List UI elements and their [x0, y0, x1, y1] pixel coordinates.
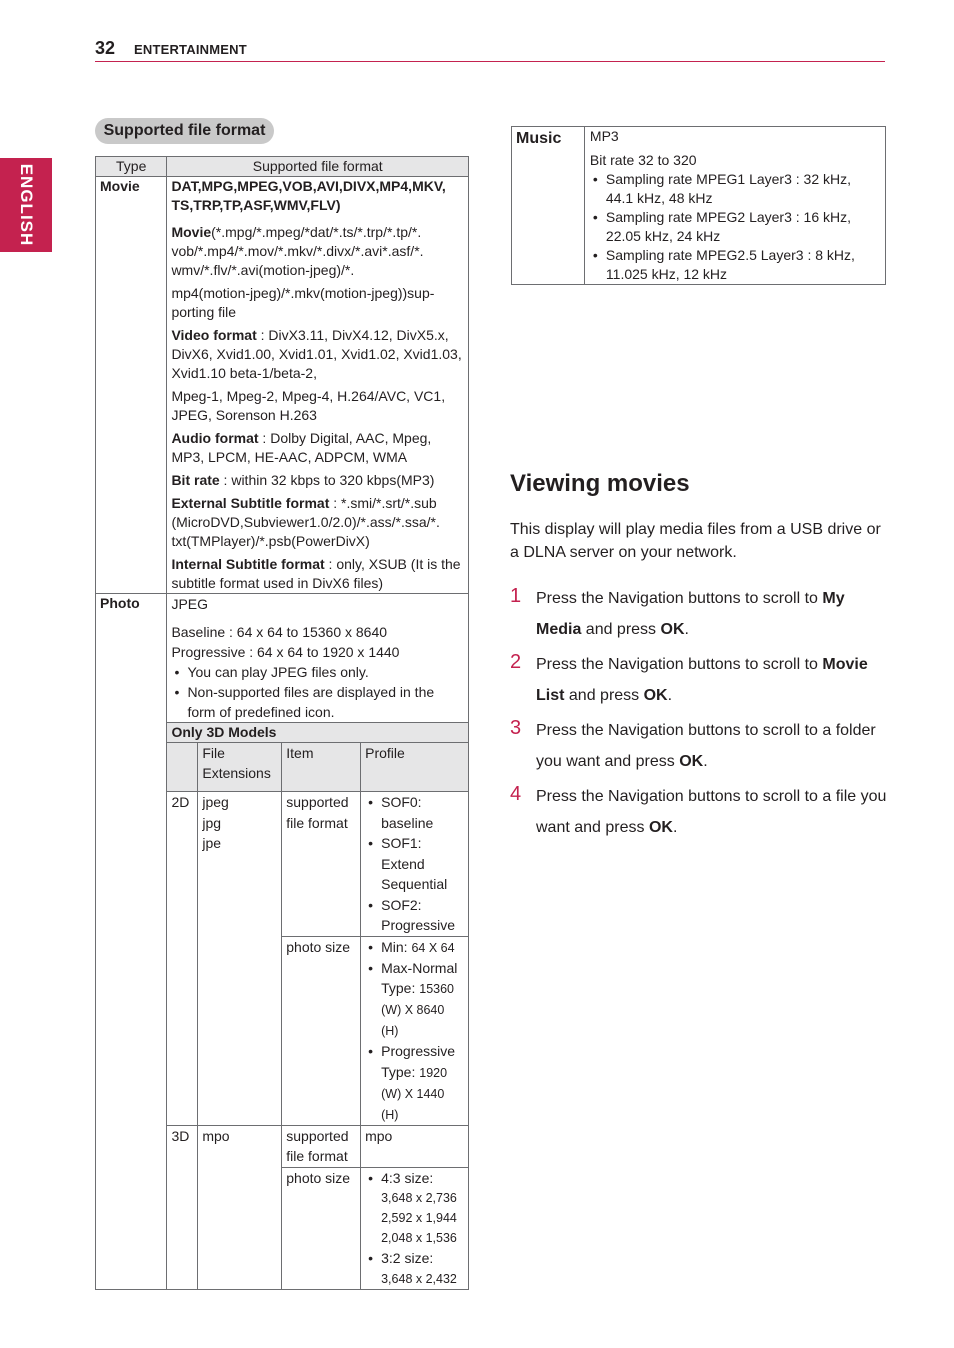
- col-file-extensions: File Extensions: [198, 743, 282, 792]
- col-type-header: Type: [96, 157, 167, 177]
- only-3d-models: Only 3D Models: [167, 723, 469, 743]
- label-2d: 2D: [167, 792, 198, 1126]
- profile-2d-size: [361, 936, 469, 1125]
- music-format: MP3: [589, 128, 619, 144]
- music-bitrate: Bit rate 32 to 320: [589, 152, 697, 168]
- list-item: • Non-supported files are displayed in the form of predefined icon.: [171, 682, 464, 722]
- audio-format: Audio format : Dolby Digital, AAC, Mpeg, MP3, LPCM, HE-AAC, ADPCM, WMA: [171, 430, 432, 465]
- photo-cell: [167, 594, 469, 723]
- step-1: [510, 583, 888, 645]
- page-heading: Viewing movies: [510, 470, 690, 497]
- step-number: 1: [510, 585, 522, 607]
- photo-progressive: Progressive : 64 x 64 to 1920 x 1440: [171, 644, 400, 660]
- movie-containers: DAT,MPG,MPEG,VOB,AVI,DIVX,MP4,MKV, TS,TRP,TP,ASF,WMV,FLV): [171, 178, 446, 213]
- step-4: [510, 781, 888, 843]
- page-number: 32: [95, 38, 116, 58]
- ext-2d: jpeg jpg jpe: [198, 792, 282, 1126]
- step-text: Press the Navigation buttons to scroll to Movie List and press OK.: [536, 656, 868, 704]
- movie-label: Movie: [96, 177, 167, 594]
- music-cell: [584, 127, 885, 285]
- item-3d-size: photo size: [282, 1167, 361, 1289]
- music-sampling-list: [590, 170, 881, 284]
- list-item: • SOF2: Progressive: [365, 895, 464, 936]
- list-item: • Min: 64 X 64: [365, 937, 464, 958]
- list-item: • SOF0: baseline: [365, 792, 464, 833]
- list-item: • You can play JPEG files only.: [171, 662, 464, 682]
- section-title: ENTERTAINMENT: [134, 42, 247, 57]
- item-2d-size: photo size: [282, 936, 361, 1125]
- step-text: Press the Navigation buttons to scroll to My Media and press OK.: [536, 590, 845, 638]
- music-row: [512, 127, 886, 285]
- supported-format-table: [95, 156, 469, 1290]
- intro-paragraph: This display will play media files from a USB drive or a DLNA server on your network.: [510, 521, 881, 561]
- profile-2d-format: [361, 792, 469, 937]
- step-number: 3: [510, 717, 522, 739]
- movie-row: [96, 177, 469, 594]
- video-codecs: Mpeg-1, Mpeg-2, Mpeg-4, H.264/AVC, VC1, JPEG, Sorenson H.263: [171, 388, 446, 423]
- photo-label: Photo: [96, 594, 167, 1290]
- sub-header-empty: [167, 743, 198, 792]
- internal-subtitle-format: Internal Subtitle format : only, XSUB (It is the subtitle format used in DivX6 files): [171, 556, 461, 591]
- list-item: • 4:3 size: 3,648 x 2,736 2,592 x 1,944 2,048 x 1,536: [365, 1168, 464, 1249]
- section-pill: Supported file format: [95, 118, 274, 144]
- list-item: • SOF1: Extend Sequential: [365, 833, 464, 895]
- table-header-row: [96, 157, 469, 177]
- step-3: [510, 715, 888, 777]
- movie-mp4-note: mp4(motion-jpeg)/*.mkv(motion-jpeg))sup- porting file: [171, 285, 435, 320]
- col-format-header: Supported file format: [167, 157, 469, 177]
- header-rule: [95, 61, 885, 62]
- item-2d-format: supported file format: [282, 792, 361, 937]
- external-subtitle-format: External Subtitle format : *.smi/*.srt/*.sub (MicroDVD,Subviewer1.0/2.0)/*.ass/*.ssa/*. txt(TMPlayer)/*.psb(PowerDivX): [171, 495, 440, 549]
- ext-3d: mpo: [198, 1125, 282, 1289]
- label-3d: 3D: [167, 1125, 198, 1289]
- col-item: Item: [282, 743, 361, 792]
- list-item: • Progressive Type: 1920 (W) X 1440 (H): [365, 1041, 464, 1125]
- step-number: 4: [510, 783, 522, 805]
- bit-rate: Bit rate : within 32 kbps to 320 kbps(MP3): [171, 472, 435, 488]
- photo-notes: [171, 662, 464, 722]
- movie-cell: [167, 177, 469, 594]
- video-format: Video format : DivX3.11, DivX4.12, DivX5.x, DivX6, Xvid1.00, Xvid1.01, Xvid1.02, Xvid1.03, Xvid1.10 beta-1/beta-2,: [171, 327, 462, 381]
- step-number: 2: [510, 651, 522, 673]
- language-tab: [0, 158, 52, 252]
- list-item: • Sampling rate MPEG1 Layer3 : 32 kHz, 44.1 kHz, 48 kHz: [590, 170, 881, 208]
- list-item: • Sampling rate MPEG2 Layer3 : 16 kHz, 22.05 kHz, 24 kHz: [590, 208, 881, 246]
- movie-extensions: Movie(*.mpg/*.mpeg/*dat/*.ts/*.trp/*.tp/*. vob/*.mp4/*.mov/*.mkv/*.divx/*.avi*.asf/*. wmv/*.flv/*.avi(motion-jpeg)/*.: [171, 224, 424, 278]
- list-item: • Max-Normal Type: 15360 (W) X 8640 (H): [365, 958, 464, 1042]
- profile-3d-format: mpo: [361, 1125, 469, 1167]
- col-profile: Profile: [361, 743, 469, 792]
- item-3d-format: supported file format: [282, 1125, 361, 1167]
- language-tab-label: ENGLISH: [17, 163, 36, 247]
- profile-3d-size: [361, 1167, 469, 1289]
- step-text: Press the Navigation buttons to scroll to a file you want and press OK.: [536, 788, 887, 836]
- music-label: Music: [512, 127, 585, 285]
- photo-baseline: Baseline : 64 x 64 to 15360 x 8640: [171, 624, 388, 640]
- list-item: • Sampling rate MPEG2.5 Layer3 : 8 kHz, 11.025 kHz, 12 kHz: [590, 246, 881, 284]
- photo-jpeg: JPEG: [171, 596, 209, 612]
- photo-row: [96, 594, 469, 723]
- step-text: Press the Navigation buttons to scroll to a folder you want and press OK.: [536, 722, 876, 770]
- music-format-table: [511, 126, 886, 285]
- step-2: [510, 649, 888, 711]
- list-item: • 3:2 size: 3,648 x 2,432: [365, 1248, 464, 1289]
